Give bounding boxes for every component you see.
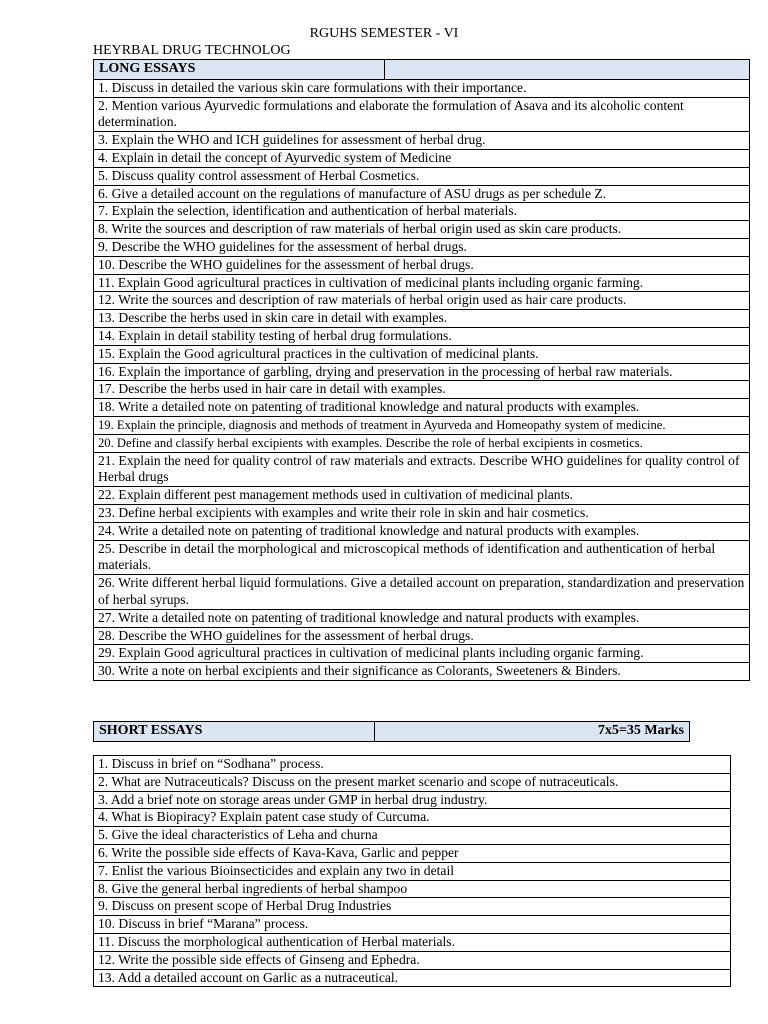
long-essays-table [93, 59, 750, 681]
subject-title: HEYRBAL DRUG TECHNOLOG [93, 43, 291, 58]
page-title: RGUHS SEMESTER - VI [309, 26, 459, 41]
question-row [94, 79, 750, 97]
question-text: 26. Write different herbal liquid formulations. Give a detailed account on preparation, standardization and preservation of herbal syrups. [94, 575, 750, 610]
question-row [94, 951, 731, 969]
short-essays-header-table [93, 721, 690, 742]
question-row [94, 167, 750, 185]
question-text: 20. Define and classify herbal excipients with examples. Describe the role of herbal excipients in cosmetics. [94, 434, 750, 452]
question-text: 14. Explain in detail stability testing of herbal drug formulations. [94, 327, 750, 345]
question-text: 12. Write the possible side effects of Ginseng and Ephedra. [94, 951, 731, 969]
long-essays-heading: LONG ESSAYS [94, 60, 385, 80]
question-row [94, 434, 750, 452]
question-text: 3. Add a brief note on storage areas under GMP in herbal drug industry. [94, 791, 731, 809]
question-text: 30. Write a note on herbal excipients and their significance as Colorants, Sweeteners & Binders. [94, 663, 750, 681]
question-text: 22. Explain different pest management methods used in cultivation of medicinal plants. [94, 487, 750, 505]
question-text: 8. Write the sources and description of raw materials of herbal origin used as skin care products. [94, 221, 750, 239]
question-text: 2. What are Nutraceuticals? Discuss on the present market scenario and scope of nutraceuticals. [94, 773, 731, 791]
question-text: 4. What is Biopiracy? Explain patent case study of Curcuma. [94, 809, 731, 827]
short-essays-marks: 7x5=35 Marks [375, 722, 690, 742]
question-text: 11. Explain Good agricultural practices in cultivation of medicinal plants including organic farming. [94, 274, 750, 292]
question-text: 17. Describe the herbs used in hair care in detail with examples. [94, 381, 750, 399]
question-row [94, 487, 750, 505]
question-text: 5. Discuss quality control assessment of Herbal Cosmetics. [94, 167, 750, 185]
question-row [94, 933, 731, 951]
long-essays-header-row [94, 60, 750, 80]
question-text: 11. Discuss the morphological authentication of Herbal materials. [94, 933, 731, 951]
question-row [94, 310, 750, 328]
question-row [94, 916, 731, 934]
question-row [94, 575, 750, 610]
question-row [94, 292, 750, 310]
question-row [94, 773, 731, 791]
question-row [94, 416, 750, 434]
question-row [94, 791, 731, 809]
question-row [94, 256, 750, 274]
question-row [94, 327, 750, 345]
question-text: 9. Describe the WHO guidelines for the assessment of herbal drugs. [94, 238, 750, 256]
question-row [94, 238, 750, 256]
question-row [94, 827, 731, 845]
question-row [94, 221, 750, 239]
question-text: 15. Explain the Good agricultural practices in the cultivation of medicinal plants. [94, 345, 750, 363]
question-row [94, 452, 750, 487]
question-text: 7. Explain the selection, identification and authentication of herbal materials. [94, 203, 750, 221]
question-text: 29. Explain Good agricultural practices in cultivation of medicinal plants including organic farming. [94, 645, 750, 663]
question-text: 27. Write a detailed note on patenting of traditional knowledge and natural products with examples. [94, 609, 750, 627]
question-row [94, 132, 750, 150]
question-text: 6. Write the possible side effects of Kava-Kava, Garlic and pepper [94, 844, 731, 862]
question-text: 6. Give a detailed account on the regulations of manufacture of ASU drugs as per schedule Z. [94, 185, 750, 203]
question-text: 4. Explain in detail the concept of Ayurvedic system of Medicine [94, 149, 750, 167]
question-text: 2. Mention various Ayurvedic formulations and elaborate the formulation of Asava and its alcoholic content determination. [94, 97, 750, 132]
question-row [94, 645, 750, 663]
question-text: 13. Add a detailed account on Garlic as a nutraceutical. [94, 969, 731, 987]
question-text: 3. Explain the WHO and ICH guidelines for assessment of herbal drug. [94, 132, 750, 150]
question-text: 23. Define herbal excipients with examples and write their role in skin and hair cosmetics. [94, 504, 750, 522]
short-essays-header-row [94, 722, 690, 742]
short-essays-heading: SHORT ESSAYS [94, 722, 375, 742]
question-row [94, 185, 750, 203]
question-row [94, 663, 750, 681]
question-text: 25. Describe in detail the morphological and microscopical methods of identification and authentication of herbal materials. [94, 540, 750, 575]
question-text: 5. Give the ideal characteristics of Leha and churna [94, 827, 731, 845]
question-text: 28. Describe the WHO guidelines for the assessment of herbal drugs. [94, 627, 750, 645]
question-row [94, 756, 731, 774]
question-text: 13. Describe the herbs used in skin care in detail with examples. [94, 310, 750, 328]
question-row [94, 363, 750, 381]
question-text: 21. Explain the need for quality control of raw materials and extracts. Describe WHO guidelines for quality control of Herbal drugs [94, 452, 750, 487]
question-row [94, 504, 750, 522]
question-row [94, 522, 750, 540]
question-row [94, 149, 750, 167]
question-text: 8. Give the general herbal ingredients of herbal shampoo [94, 880, 731, 898]
question-text: 12. Write the sources and description of raw materials of herbal origin used as hair care products. [94, 292, 750, 310]
question-text: 10. Describe the WHO guidelines for the assessment of herbal drugs. [94, 256, 750, 274]
question-text: 7. Enlist the various Bioinsecticides and explain any two in detail [94, 862, 731, 880]
question-row [94, 381, 750, 399]
question-row [94, 844, 731, 862]
short-essays-table [93, 755, 731, 987]
question-row [94, 627, 750, 645]
question-row [94, 609, 750, 627]
question-text: 1. Discuss in detailed the various skin care formulations with their importance. [94, 79, 750, 97]
question-row [94, 862, 731, 880]
question-row [94, 203, 750, 221]
question-row [94, 969, 731, 987]
question-row [94, 97, 750, 132]
question-text: 9. Discuss on present scope of Herbal Drug Industries [94, 898, 731, 916]
question-text: 1. Discuss in brief on “Sodhana” process. [94, 756, 731, 774]
question-row [94, 809, 731, 827]
question-row [94, 345, 750, 363]
question-row [94, 540, 750, 575]
question-text: 24. Write a detailed note on patenting of traditional knowledge and natural products with examples. [94, 522, 750, 540]
question-row [94, 880, 731, 898]
question-row [94, 898, 731, 916]
question-text: 10. Discuss in brief “Marana” process. [94, 916, 731, 934]
long-essays-marks [385, 60, 750, 80]
question-text: 18. Write a detailed note on patenting of traditional knowledge and natural products with examples. [94, 399, 750, 417]
question-row [94, 399, 750, 417]
question-text: 16. Explain the importance of garbling, drying and preservation in the processing of herbal raw materials. [94, 363, 750, 381]
question-text: 19. Explain the principle, diagnosis and methods of treatment in Ayurveda and Homeopathy system of medicine. [94, 416, 750, 434]
question-row [94, 274, 750, 292]
